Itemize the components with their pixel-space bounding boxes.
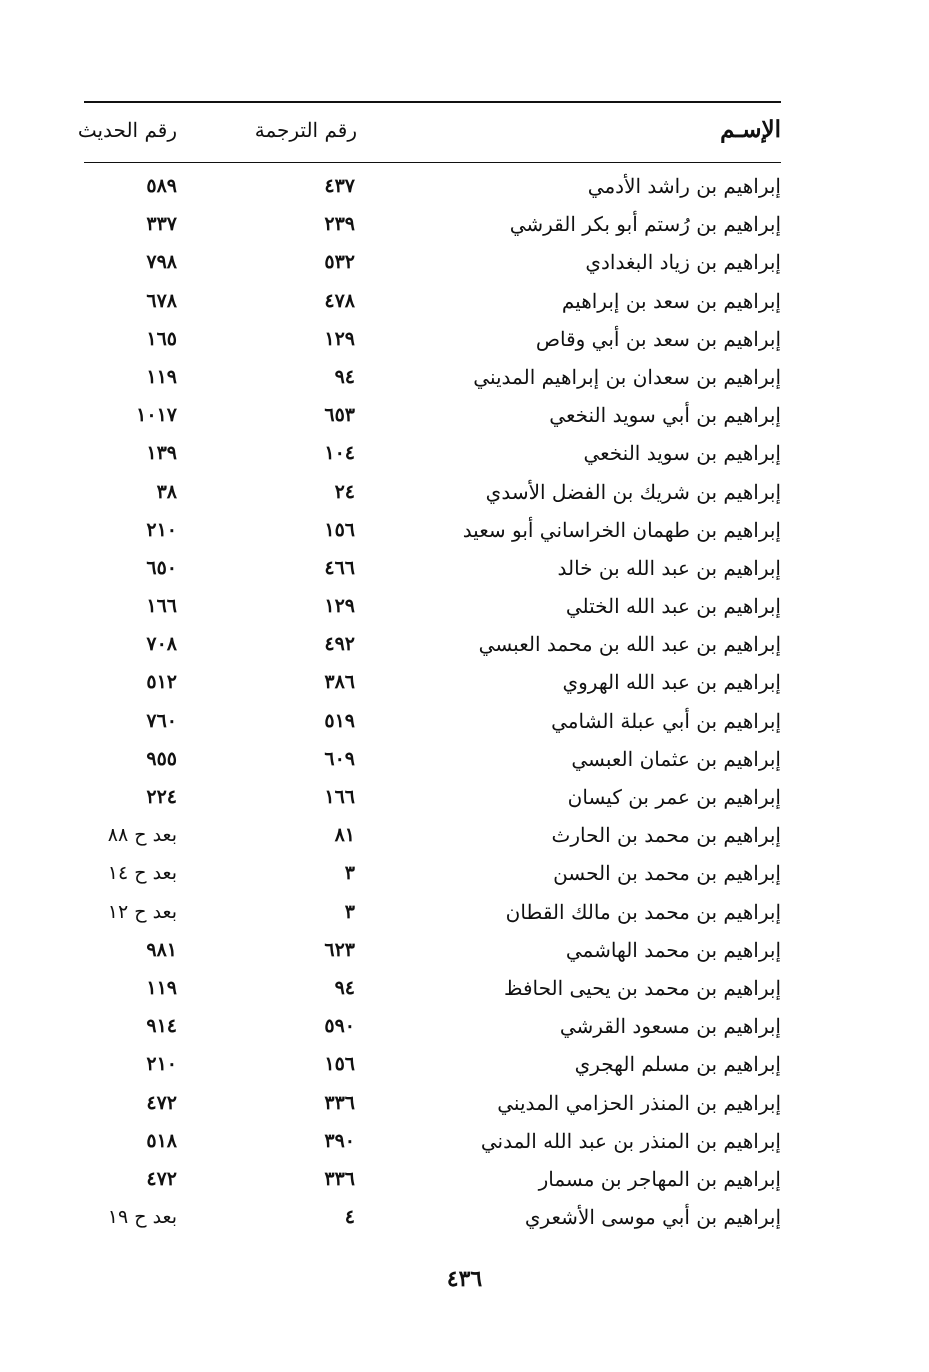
table-row [84,550,781,588]
hadith-number: ١٣٩ [146,442,177,465]
hadith-number: بعد ح ١٤ [107,862,177,885]
header-hadith-number: رقم الحديث [77,118,177,142]
tarjama-number: ١٥٦ [324,518,355,541]
hadith-number: ٩٥٥ [146,747,177,770]
narrator-name: إبراهيم بن أبي عبلة الشامي [551,708,781,733]
hadith-number: ٧٦٠ [146,709,177,732]
narrator-name: إبراهيم بن المهاجر بن مسمار [538,1166,781,1191]
hadith-number: ٢١٠ [146,1053,177,1076]
tarjama-number: ٦٢٣ [324,938,355,961]
narrator-name: إبراهيم بن سعد بن إبراهيم [561,288,781,313]
table-row [84,626,781,664]
tarjama-number: ٦٥٣ [324,404,355,427]
table-row [84,359,781,397]
narrator-name: إبراهيم بن محمد بن الحارث [551,823,781,848]
narrator-name: إبراهيم بن محمد بن مالك القطان [505,899,781,924]
hadith-number: ٢٢٤ [146,786,177,808]
tarjama-number: ١٠٤ [324,442,355,465]
tarjama-number: ٣٩٠ [324,1129,355,1152]
narrator-name: إبراهيم بن محمد بن يحيى الحافظ [503,975,781,1000]
tarjama-number: ٤٦٦ [324,556,355,579]
hadith-number: ١١٩ [146,365,177,388]
hadith-number: ١٦٥ [146,327,177,350]
hadith-number: ١٦٦ [146,595,177,618]
table-row [84,474,781,512]
narrator-name: إبراهيم بن راشد الأدمي [587,174,781,198]
hadith-number: ٧٠٨ [146,633,177,656]
tarjama-number: ٣٨٦ [324,671,355,694]
table-row [84,703,781,741]
tarjama-number: ٣٣٦ [324,1091,355,1114]
table-row [84,435,781,473]
narrator-name: إبراهيم بن عبد الله الختلي [565,594,781,619]
narrator-name: إبراهيم بن شريك بن الفضل الأسدي [485,479,781,504]
hadith-number: ٩١٤ [146,1015,177,1038]
table-row [84,664,781,702]
page-number: ٤٣٦ [446,1266,483,1292]
table-row [84,1046,781,1084]
hadith-number: ٣٨ [156,480,177,503]
table-row [84,855,781,893]
table-row [84,817,781,855]
top-rule [84,101,781,103]
hadith-number: ٣٣٧ [146,213,177,236]
table-row [84,206,781,244]
tarjama-number: ١٥٦ [324,1053,355,1076]
narrator-name: إبراهيم بن مسلم الهجري [574,1052,781,1077]
narrator-name: إبراهيم بن سعدان بن إبراهيم المديني [473,364,781,389]
narrator-name: إبراهيم بن محمد بن الحسن [553,861,781,886]
tarjama-number: ١٢٩ [324,595,355,618]
table-header [77,112,781,152]
tarjama-number: ٣ [344,900,355,923]
table-row [84,1123,781,1161]
narrator-name: إبراهيم بن سويد النخعي [583,441,781,466]
narrator-name: إبراهيم بن عبد الله بن محمد العبسي [478,632,781,657]
tarjama-number: ٤ [344,1206,355,1229]
tarjama-number: ٤٧٨ [324,289,355,312]
tarjama-number: ٥٣٢ [324,251,355,274]
hadith-number: ١٠١٧ [136,404,177,427]
narrator-name: إبراهيم بن زياد البغدادي [585,250,781,275]
narrator-name: إبراهيم بن محمد الهاشمي [565,937,781,962]
hadith-number: ٥١٨ [146,1129,177,1152]
narrator-name: إبراهيم بن المنذر بن عبد الله المدني [480,1128,781,1153]
tarjama-number: ٩٤ [334,365,355,388]
index-table-body [84,168,781,1237]
narrator-name: إبراهيم بن المنذر الحزامي المديني [497,1090,781,1115]
tarjama-number: ٥٩٠ [324,1015,355,1038]
hadith-number: ٧٩٨ [146,251,177,274]
hadith-number: ٦٧٨ [146,289,177,312]
tarjama-number: ٤٣٧ [324,175,355,197]
hadith-number: ٤٧٢ [146,1167,177,1190]
hadith-number: ٩٨١ [146,938,177,961]
table-row [84,779,781,817]
table-row [84,1085,781,1123]
tarjama-number: ١٢٩ [324,327,355,350]
table-row [84,1008,781,1046]
table-row [84,321,781,359]
hadith-number: ٦٥٠ [146,556,177,579]
table-row [84,741,781,779]
table-row [84,1161,781,1199]
narrator-name: إبراهيم بن أبي موسى الأشعري [524,1205,781,1230]
tarjama-number: ٤٩٢ [324,633,355,656]
hadith-number: ٤٧٢ [146,1091,177,1114]
narrator-name: إبراهيم بن عبد الله الهروي [562,670,781,695]
table-row [84,1199,781,1237]
table-row [84,932,781,970]
table-row [84,970,781,1008]
table-row [84,512,781,550]
hadith-number: بعد ح ١٢ [107,900,177,923]
tarjama-number: ٩٤ [334,976,355,999]
header-tarjama-number: رقم الترجمة [254,118,357,142]
narrator-name: إبراهيم بن عثمان العبسي [571,746,781,771]
hadith-number: ٢١٠ [146,518,177,541]
narrator-name: إبراهيم بن عبد الله بن خالد [557,555,781,580]
table-row [84,244,781,282]
tarjama-number: ٣ [344,862,355,885]
narrator-name: إبراهيم بن طهمان الخراساني أبو سعيد [462,517,781,542]
tarjama-number: ١٦٦ [324,786,355,808]
hadith-number: ٥١٢ [146,671,177,694]
tarjama-number: ٢٣٩ [324,213,355,236]
table-row [84,894,781,932]
narrator-name: إبراهيم بن عمر بن كيسان [567,785,781,809]
tarjama-number: ٣٣٦ [324,1167,355,1190]
table-row [84,397,781,435]
header-rule [84,162,781,163]
header-name: الإسـم [720,116,781,143]
tarjama-number: ٢٤ [334,480,355,503]
hadith-number: ١١٩ [146,976,177,999]
narrator-name: إبراهيم بن سعد بن أبي وقاص [535,326,781,351]
hadith-number: ٥٨٩ [146,175,177,197]
hadith-number: بعد ح ١٩ [107,1206,177,1229]
tarjama-number: ٦٠٩ [324,747,355,770]
table-row [84,283,781,321]
table-row [84,168,781,206]
narrator-name: إبراهيم بن مسعود القرشي [559,1014,781,1039]
narrator-name: إبراهيم بن رُستم أبو بكر القرشي [509,212,781,237]
tarjama-number: ٥١٩ [324,709,355,732]
narrator-name: إبراهيم بن أبي سويد النخعي [549,403,781,428]
table-row [84,588,781,626]
hadith-number: بعد ح ٨٨ [107,824,177,847]
tarjama-number: ٨١ [334,824,355,847]
